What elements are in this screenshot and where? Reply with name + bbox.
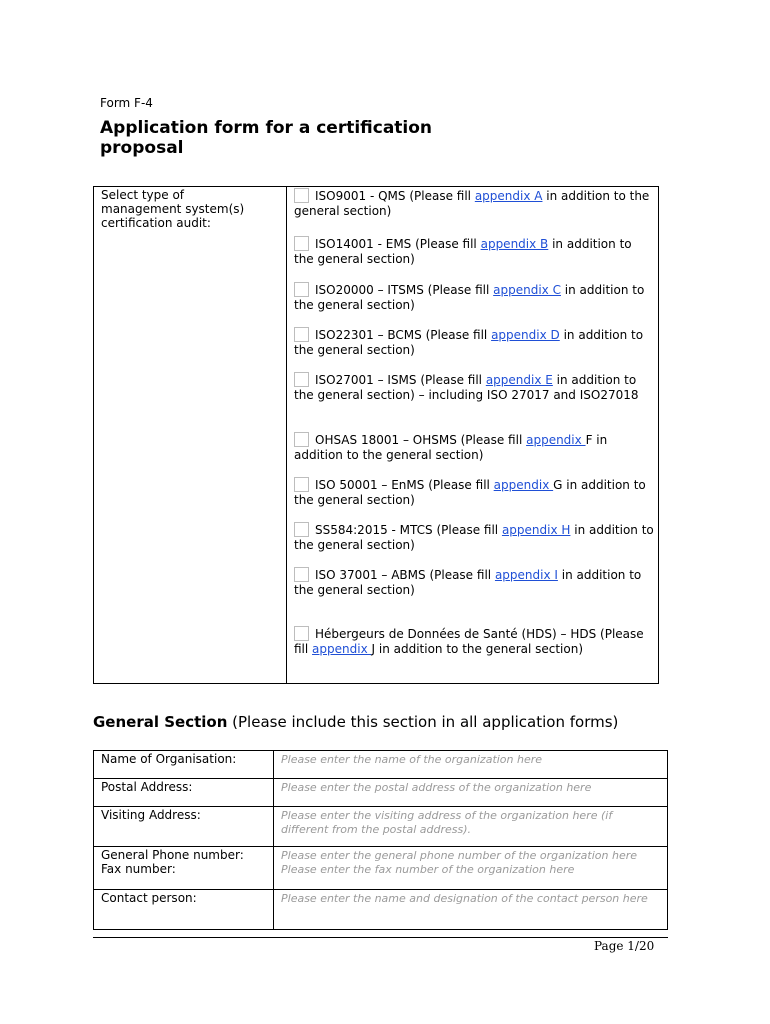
field-placeholder: Please enter the general phone number of the organization here Please enter the fax number of the organization here <box>281 849 637 876</box>
field-label: Visiting Address: <box>94 807 274 847</box>
type-select-label: Select type of management system(s) certification audit: <box>94 187 287 683</box>
certification-option <box>294 327 654 357</box>
certification-option <box>294 372 654 402</box>
field-label: General Phone number: Fax number: <box>94 847 274 890</box>
general-section-table <box>93 750 668 930</box>
option-checkbox[interactable] <box>294 327 309 342</box>
field-input[interactable] <box>274 807 668 847</box>
certification-option <box>294 432 654 462</box>
option-checkbox[interactable] <box>294 282 309 297</box>
appendix-link[interactable]: appendix <box>526 433 586 447</box>
option-text-post: in addition to the general section) <box>294 189 650 218</box>
option-checkbox[interactable] <box>294 432 309 447</box>
form-number: Form F-4 <box>100 96 153 110</box>
appendix-link[interactable]: appendix B <box>480 237 549 251</box>
option-text-pre: SS584:2015 - MTCS (Please fill <box>315 523 502 537</box>
option-text-pre: ISO 37001 – ABMS (Please fill <box>315 568 495 582</box>
appendix-link[interactable]: appendix D <box>491 328 560 342</box>
option-checkbox[interactable] <box>294 188 309 203</box>
certification-option <box>294 567 654 597</box>
general-row <box>94 890 668 930</box>
option-checkbox[interactable] <box>294 626 309 641</box>
certification-type-table <box>93 186 659 684</box>
field-placeholder: Please enter the visiting address of the organization here (if different from the postal address). <box>281 809 613 836</box>
field-input[interactable] <box>274 847 668 890</box>
general-section-heading <box>93 713 618 731</box>
option-text-pre: ISO9001 - QMS (Please fill <box>315 189 475 203</box>
option-text-pre: ISO14001 - EMS (Please fill <box>315 237 481 251</box>
general-row <box>94 779 668 807</box>
option-text-pre: Hébergeurs de Données de Santé (HDS) – HDS (Please fill <box>294 627 644 656</box>
appendix-link[interactable]: appendix <box>493 478 554 492</box>
certification-option <box>294 188 654 218</box>
appendix-link[interactable]: appendix <box>312 641 372 656</box>
certification-option <box>294 522 654 552</box>
field-input[interactable] <box>274 779 668 807</box>
option-text-post: in addition to the general section) <box>294 568 642 597</box>
option-checkbox[interactable] <box>294 522 309 537</box>
option-text-post: J in addition to the general section) <box>371 641 584 656</box>
field-placeholder: Please enter the postal address of the organization here <box>281 781 592 794</box>
field-placeholder: Please enter the name and designation of the contact person here <box>281 892 648 905</box>
page-number: Page 1/20 <box>594 939 655 953</box>
appendix-link[interactable]: appendix C <box>493 283 561 297</box>
field-label: Postal Address: <box>94 779 274 807</box>
certification-option <box>294 626 654 656</box>
option-text-post: G in addition to the general section) <box>294 478 646 507</box>
option-text-post: F in addition to the general section) <box>294 433 608 462</box>
option-text-pre: ISO27001 – ISMS (Please fill <box>315 373 486 387</box>
option-checkbox[interactable] <box>294 236 309 251</box>
option-text-post: in addition to the general section) <box>294 283 645 312</box>
field-label: Name of Organisation: <box>94 751 274 779</box>
appendix-link[interactable]: appendix A <box>474 189 543 203</box>
general-row <box>94 751 668 779</box>
option-text-post: in addition to the general section) <box>294 237 632 266</box>
field-placeholder: Please enter the name of the organization here <box>281 753 543 766</box>
general-row <box>94 807 668 847</box>
option-text-pre: ISO20000 – ITSMS (Please fill <box>315 283 494 297</box>
appendix-link[interactable]: appendix I <box>494 568 558 582</box>
general-row <box>94 847 668 890</box>
appendix-link[interactable]: appendix H <box>501 523 571 537</box>
option-text-post: in addition to the general section) <box>294 328 644 357</box>
option-text-pre: OHSAS 18001 – OHSMS (Please fill <box>315 433 527 447</box>
field-input[interactable] <box>274 890 668 930</box>
option-checkbox[interactable] <box>294 567 309 582</box>
appendix-link[interactable]: appendix E <box>485 373 553 387</box>
certification-option <box>294 236 654 266</box>
option-text-post: in addition to the general section) <box>294 523 654 552</box>
option-text-pre: ISO22301 – BCMS (Please fill <box>315 328 492 342</box>
footer-divider <box>93 937 668 938</box>
option-checkbox[interactable] <box>294 477 309 492</box>
option-text-pre: ISO 50001 – EnMS (Please fill <box>315 478 494 492</box>
general-section-subtitle: (Please include this section in all application forms) <box>227 713 619 731</box>
option-checkbox[interactable] <box>294 372 309 387</box>
field-input[interactable] <box>274 751 668 779</box>
field-label: Contact person: <box>94 890 274 930</box>
page-title: Application form for a certification proposal <box>100 118 433 158</box>
option-text-post: in addition to the general section) – including ISO 27017 and ISO27018 <box>294 373 639 402</box>
certification-option <box>294 282 654 312</box>
general-section-title: General Section <box>93 713 228 731</box>
certification-option <box>294 477 654 507</box>
